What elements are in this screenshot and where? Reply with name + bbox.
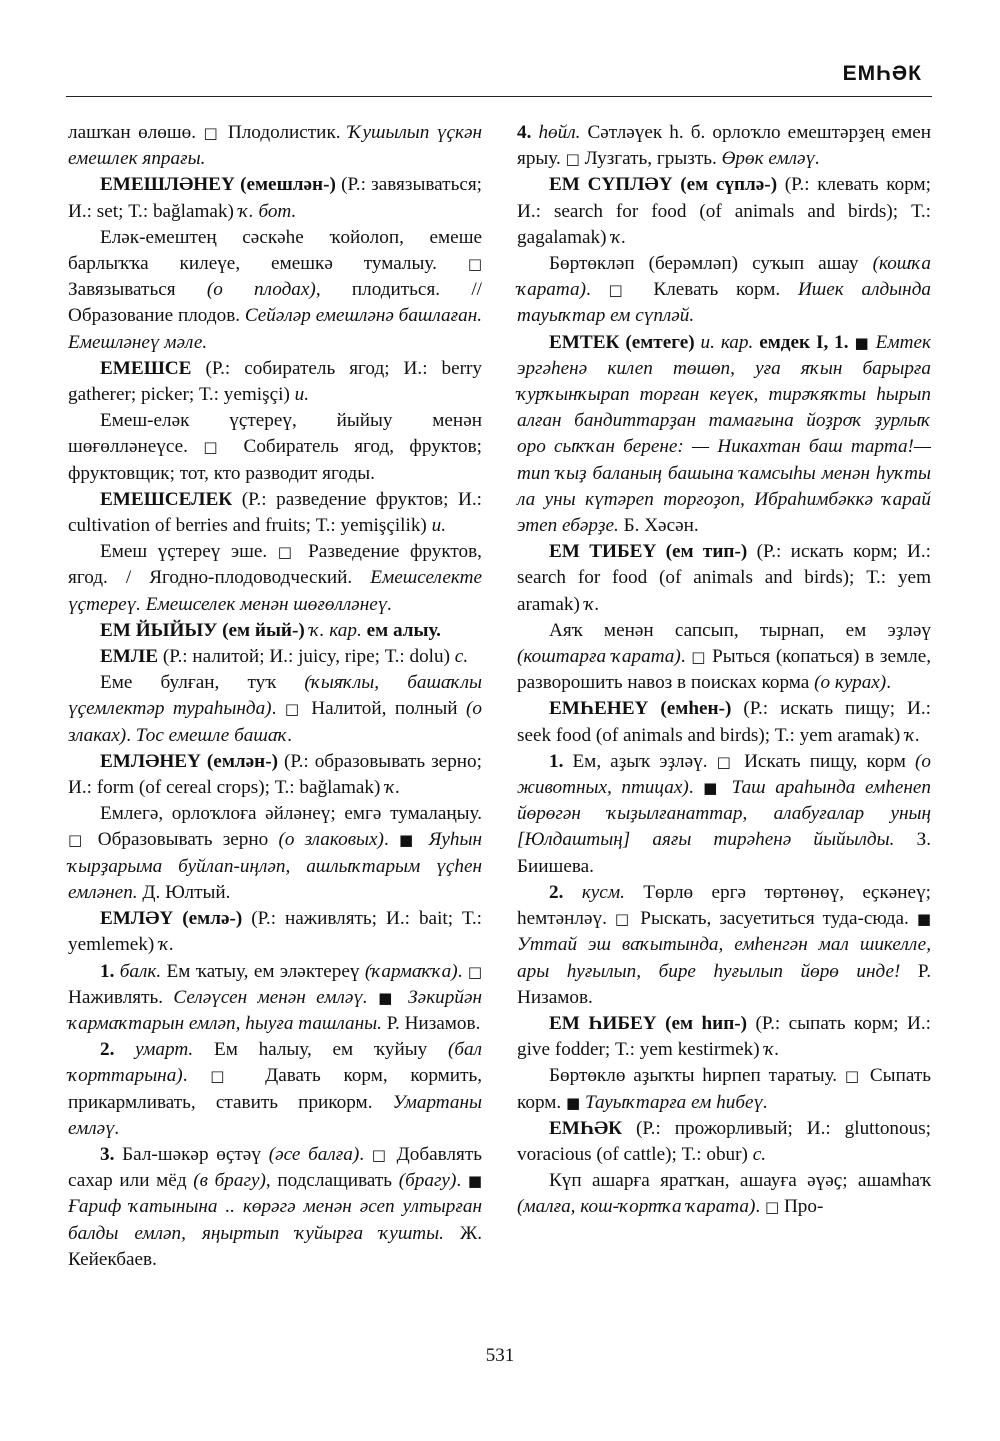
entry-paragraph: [68, 539, 482, 618]
headword: 3.: [100, 1143, 123, 1165]
translation-marker-icon: □: [608, 281, 636, 300]
body-text: .: [126, 724, 136, 746]
body-text: Емеш-еләк үҫтереү, йыйыу менән шөғөлләнеүсе.: [68, 410, 482, 458]
example-marker-icon: ■: [378, 988, 398, 1007]
entry-paragraph: [68, 408, 482, 487]
dictionary-entry: [68, 749, 482, 801]
dictionary-entry: [517, 172, 931, 251]
italic-text: (бал ҡорттарына): [68, 1039, 482, 1087]
headword: ЕМЛӘҮ (емлә-): [100, 908, 252, 930]
italic-text: (ҡармаҡҡа): [364, 960, 458, 982]
italic-text: ҡ.: [905, 724, 921, 746]
translation-marker-icon: □: [203, 124, 221, 142]
body-text: Рыться (копаться) в земле, разворошить навоз в поисках корма: [517, 646, 932, 694]
body-text: Сыпать корм.: [517, 1065, 931, 1113]
body-text: (Р.: искать корм; И.: search for food (of animals and birds); Т.: yem aramak): [517, 541, 931, 615]
body-text: Давать корм, кормить, прикармливать, ставить прикорм.: [68, 1065, 482, 1113]
body-text: Плодолистик.: [220, 122, 349, 143]
body-text: З. Биишева.: [517, 829, 931, 877]
italic-text: ҡ.: [764, 1039, 780, 1061]
headword: ЕМЕШЛӘНЕҮ (емешлән-): [100, 174, 342, 196]
translation-marker-icon: □: [691, 648, 707, 667]
translation-marker-icon: □: [210, 1067, 243, 1086]
translation-marker-icon: □: [467, 255, 482, 274]
entry-paragraph: [517, 120, 931, 172]
headword: 2.: [549, 881, 582, 903]
example-marker-icon: ■: [565, 1093, 581, 1112]
body-text: Ем һалыу, ем ҡуйыу: [193, 1039, 448, 1061]
body-text: [368, 987, 378, 1008]
body-text: .: [688, 777, 704, 799]
translation-marker-icon: □: [716, 752, 736, 771]
body-text: Б. Хәсән.: [618, 515, 699, 537]
italic-text: (о курах): [814, 672, 887, 694]
italic-text: Селәүсен менән емләү.: [173, 986, 368, 1008]
body-text: Емеш үҫтереү эше.: [100, 541, 278, 563]
translation-marker-icon: □: [565, 150, 580, 169]
italic-text: с.: [752, 1143, 767, 1165]
body-text: Ж. Кейекбаев.: [68, 1222, 482, 1270]
example-marker-icon: ■: [467, 1172, 482, 1191]
italic-text: ҡ.: [584, 593, 600, 615]
body-text: (Р.: налитой; И.: juicy, ripe; Т.: dolu): [162, 646, 455, 668]
italic-text: и. кар.: [700, 331, 760, 353]
italic-text: (коштарға ҡарата): [517, 646, 681, 668]
entry-paragraph: [68, 1037, 482, 1142]
body-text: Про-: [779, 1196, 824, 1218]
dictionary-entry: [68, 906, 482, 958]
headword: ЕМҺЕНЕҮ (емһен-): [549, 698, 744, 720]
italic-text: Ғариф ҡатынына .. көрәгә менән әсеп ултырған балды емләп, яңыртып ҡуйырға ҡушты.: [68, 1196, 482, 1244]
page-number: 531: [485, 1345, 515, 1366]
body-text: (Р.: наживлять; И.: bait; Т.: yemlemek): [68, 908, 482, 956]
italic-text: Ҡушылып үҫкән емешлек япрағы.: [68, 122, 482, 170]
headword: 1.: [549, 750, 573, 772]
translation-marker-icon: □: [467, 962, 482, 981]
body-text: Еләк-емештең сәскәһе ҡойолоп, емеше барлыҡҡа килеүе, емешкә тумалыу.: [68, 226, 482, 275]
entry-paragraph: [517, 1168, 931, 1220]
example-marker-icon: ■: [398, 831, 419, 850]
italic-text: (малға, кош-ҡортҡа ҡарата): [517, 1196, 756, 1218]
body-text: Емлегә, орлоҡлоға әйләнеү; емгә тумалаңыу.: [100, 803, 482, 825]
italic-text: Таш араһында емһенеп йөрөгән ҡыҙылғанаттар, алабуғалар уның [Юлдаштың] аяғы тирәһенә йыйылды.: [517, 777, 931, 851]
body-text: (Р.: разведение фруктов; И.: cultivation of berries and fruits; Т.: yemişçilik): [68, 488, 482, 537]
italic-text: Сейәләр емешләнә башлаған. Емешләнеү мәле.: [68, 305, 483, 353]
body-text: Разведение фруктов, ягод. / Ягодно-плодоводческий.: [68, 541, 482, 589]
italic-text: (о плодах): [206, 279, 316, 301]
italic-text: (әсе балға): [268, 1143, 360, 1165]
entry-paragraph: [517, 251, 931, 330]
headword: емдек I, 1.: [759, 331, 855, 353]
headword: ЕМТЕК (емтеге): [549, 331, 701, 353]
translation-marker-icon: □: [203, 438, 229, 457]
body-text: (Р.: искать пищу; И.: seek food (of animals and birds); Т.: yem aramak): [517, 698, 931, 746]
dictionary-entry: [68, 356, 482, 408]
dictionary-entry: [68, 487, 482, 539]
dictionary-entry: [68, 644, 482, 670]
italic-text: Уттай эш ваҡытында, емһенгән мал шикелле, ары һуғылып, бире һуғылып йөрө инде!: [517, 934, 931, 982]
header-rule: [66, 96, 932, 97]
body-text: Р. Низамов.: [381, 1012, 481, 1034]
italic-text: ҡ. бот.: [238, 200, 297, 222]
entry-paragraph: [68, 1142, 482, 1273]
italic-text: ҡ.: [159, 934, 175, 956]
right-column: [517, 120, 931, 1221]
entry-paragraph: [68, 959, 482, 1038]
body-text: Налитой, полный: [302, 698, 466, 720]
italic-text: кусм.: [581, 881, 625, 903]
headword: ем алыу.: [366, 619, 441, 641]
body-text: Образовывать зерно: [87, 829, 279, 851]
body-text: Бал-шәкәр өҫтәү: [122, 1143, 269, 1165]
dictionary-entry: [68, 172, 482, 224]
body-text: Ем, аҙыҡ эҙләү.: [572, 750, 717, 772]
italic-text: балк.: [119, 960, 162, 982]
italic-text: (о злаках): [68, 698, 482, 746]
italic-text: ҡ. кар.: [309, 619, 367, 641]
italic-text: умарт.: [135, 1039, 194, 1061]
body-text: (Р.: прожорливый; И.: gluttonous; voracious (of cattle); Т.: obur): [517, 1117, 932, 1165]
body-text: Күп ашарға яратҡан, ашауға әүәҫ; ашамһаҡ: [549, 1170, 931, 1192]
body-text: .: [383, 829, 399, 851]
italic-text: Яуһын ҡырҙарыма буйлап-иңләп, ашлыҡтарым үҫһен емләнеп.: [68, 829, 483, 903]
translation-marker-icon: □: [614, 910, 633, 929]
body-text: Аяҡ менән сапсып, тырнап, ем эҙләү: [549, 619, 931, 641]
body-text: Собиратель ягод, фруктов; фруктовщик; тот, кто разводит ягоды.: [68, 436, 482, 484]
body-text: Лузгать, грызть.: [579, 148, 722, 170]
body-text: Наживлять.: [68, 986, 174, 1008]
body-text: Клевать корм.: [635, 279, 798, 301]
headword: ЕМ ТИБЕҮ (ем тип-): [549, 541, 757, 563]
body-text: .: [271, 698, 285, 720]
body-text: .: [359, 1143, 372, 1165]
headword: 2.: [100, 1039, 136, 1061]
body-text: .: [456, 1170, 468, 1192]
italic-text: (о злаковых): [278, 829, 384, 851]
entry-paragraph: [517, 1063, 931, 1115]
body-text: Добавлять сахар или мёд: [68, 1143, 482, 1192]
body-text: , плодиться. // Образование плодов.: [68, 279, 482, 327]
entry-paragraph: [517, 618, 931, 697]
headword: ЕМЕШСЕЛЕК: [100, 488, 242, 510]
body-text: Сәтләүек һ. б. орлоҡло емештәрҙең емен ярыу.: [517, 122, 931, 170]
body-text: .: [585, 279, 609, 301]
italic-text: Зәкирйән ҡармаҡтарын емләп, һыуға ташланы.: [68, 986, 482, 1034]
headword: ЕМЕШСЕ: [100, 357, 206, 379]
body-text: Ем ҡатыу, ем эләктереү: [161, 960, 365, 982]
body-text: .: [755, 1196, 765, 1218]
italic-text: (о животных, птицах): [517, 750, 931, 799]
headword: ЕМЛӘНЕҮ (емлән-): [100, 750, 284, 772]
dictionary-entry: [517, 696, 931, 748]
body-text: Р. Низамов.: [517, 960, 931, 1008]
headword: ЕМ СҮПЛӘҮ (ем сүплә-): [549, 174, 785, 196]
body-text: (Р.: завязываться; И.: set; Т.: bağlamak): [68, 174, 482, 222]
body-text: лашҡан өлөшө.: [68, 122, 204, 143]
translation-marker-icon: □: [371, 1145, 389, 1164]
italic-text: Тауыҡтарға ем һибеү.: [580, 1091, 768, 1113]
entry-paragraph: [68, 120, 482, 172]
translation-marker-icon: □: [277, 543, 298, 562]
body-text: (Р.: клевать корм; И.: search for food (of animals and birds); Т.: gagalamak): [517, 174, 931, 248]
translation-marker-icon: □: [844, 1067, 863, 1086]
italic-text: ҡ.: [385, 777, 401, 799]
italic-text: Ишек алдында тауыҡтар ем сүпләй.: [517, 279, 931, 327]
running-head: ЕМҺӘК: [842, 62, 922, 85]
body-text: Рыскать, засуетиться туда-сюда.: [632, 908, 917, 930]
translation-marker-icon: □: [764, 1198, 780, 1217]
entry-paragraph: [68, 225, 482, 356]
body-text: (Р.: сыпать корм; И.: give fodder; Т.: yem kestirmek): [517, 1012, 931, 1061]
italic-text: и.: [294, 384, 310, 406]
dictionary-entry: [517, 1116, 931, 1168]
entry-paragraph: [68, 670, 482, 749]
body-text: .: [886, 672, 891, 694]
italic-text: (кошҡа ҡарата): [517, 253, 931, 301]
body-text: (Р.: образовывать зерно; И.: form (of cereal crops); Т.: bağlamak): [68, 750, 482, 799]
italic-text: и.: [431, 515, 447, 537]
body-text: Бөртөклө аҙыҡты һирпеп таратыу.: [549, 1065, 845, 1087]
body-text: .: [680, 646, 692, 668]
example-marker-icon: ■: [703, 779, 723, 798]
headword: 1.: [100, 960, 120, 982]
body-text: Д. Юлтый.: [137, 881, 231, 903]
italic-text: Өрөк емләү.: [721, 148, 820, 170]
body-text: .: [182, 1065, 211, 1087]
headword: ЕМ ҺИБЕҮ (ем һип-): [549, 1012, 756, 1034]
body-text: (Р.: собиратель ягод; И.: berry gatherer; picker; Т.: yemişçi): [68, 357, 483, 406]
dictionary-entry: [68, 618, 482, 644]
translation-marker-icon: □: [284, 700, 303, 719]
italic-text: Емешселекте үҫтереү. Емешселек менән шөғөлләнеү.: [68, 567, 482, 615]
headword: ЕМЛЕ: [100, 646, 163, 668]
italic-text: Умартаны емләү.: [68, 1091, 482, 1139]
headword: ЕМҺӘК: [549, 1117, 637, 1139]
body-text: , подслащивать: [265, 1170, 399, 1192]
headword: ЕМ ЙЫЙЫУ (ем йый-): [100, 619, 310, 641]
body-text: .: [457, 960, 468, 982]
translation-marker-icon: □: [68, 831, 88, 850]
italic-text: Тос емешле башаҡ.: [135, 724, 293, 746]
left-column: [68, 120, 482, 1273]
entry-paragraph: [517, 880, 931, 1011]
italic-text: с.: [454, 646, 469, 668]
italic-text: (в брагу): [193, 1170, 266, 1192]
body-text: Бөртөкләп (берәмләп) суҡып ашау: [549, 253, 873, 275]
body-text: Искать пищу, корм: [735, 750, 915, 772]
body-text: Төрлө ергә төртөнөү, еҫкәнеү; һемтәнләү.: [517, 881, 932, 930]
italic-text: һөйл.: [538, 122, 581, 143]
body-text: Еме булған, туҡ: [100, 672, 305, 694]
italic-text: ҡ.: [611, 226, 627, 248]
dictionary-entry: [517, 1011, 931, 1063]
italic-text: (ҡыяҡлы, башаҡлы үҫемлектәр тураһында): [68, 672, 483, 720]
italic-text: Емтек эргәһенә килеп төшөп, уға яҡын барырға ҡурҡынҡырап торған кеүек, тирәҡяҡты һырып алған бандиттарҙан тамағына йоҙроҡ ҙурлыҡ оро сыҡҡан берене: — Никахтан баш тарта!— тип ҡыҙ баланың башына ҡамсыһы менән һуҡты ла уны күтәреп торғоҙоп, Ибраһимбәккә ҡарай этеп ебәрҙе.: [517, 331, 931, 537]
italic-text: (брагу): [398, 1170, 457, 1192]
example-marker-icon: ■: [916, 910, 931, 929]
entry-paragraph: [517, 749, 931, 880]
example-marker-icon: ■: [854, 333, 870, 352]
headword: 4.: [517, 122, 539, 143]
entry-paragraph: [68, 801, 482, 906]
dictionary-entry: [517, 539, 931, 618]
dictionary-entry: [517, 330, 931, 540]
body-text: Завязываться: [68, 279, 207, 301]
